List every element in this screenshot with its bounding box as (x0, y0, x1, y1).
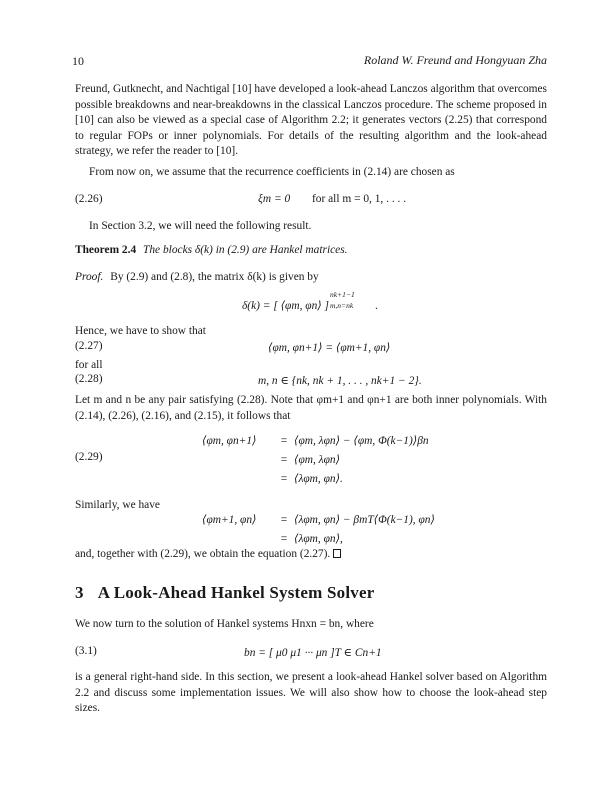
eq-sim-row-2: = ⟨λφm, φn⟩, (280, 533, 343, 545)
eq-2-26-label: (2.26) (75, 193, 103, 205)
theorem-label: Theorem 2.4 (75, 244, 137, 256)
together-sentence (75, 548, 341, 560)
section32-sentence: In Section 3.2, we will need the following result. (89, 220, 312, 232)
let-mn-paragraph: Let m and n be any pair satisfying (2.28). Note that φm+1 and φn+1 are both inner polynomials. With (2.14), (2.26), (2.16), and (2.15), it follows that (75, 394, 547, 422)
eq-2-29-label: (2.29) (75, 451, 103, 463)
proof-text: By (2.9) and (2.8), the matrix δ(k) is given by (110, 271, 319, 283)
proof-display-body: δ(k) = [ ⟨φm, φn⟩ ] (242, 300, 329, 312)
eq-2-28-body: m, n ∈ {nk, nk + 1, . . . , nk+1 − 2}. (258, 375, 422, 387)
eq-2-26-rhs: for all m = 0, 1, . . . . (312, 193, 407, 205)
eq-2-27-label: (2.27) (75, 340, 103, 352)
eq-2-29-row-2: = ⟨φm, λφn⟩ (280, 454, 341, 466)
proof-display-top: nk+1−1 (330, 290, 355, 299)
eq-2-26-lhs: ξm = 0 (258, 193, 291, 205)
theorem-2-4 (75, 244, 348, 256)
running-head: Roland W. Freund and Hongyuan Zha (363, 53, 547, 67)
eq-3-1-label: (3.1) (75, 645, 97, 657)
together-text: and, together with (2.29), we obtain the equation (2.27). (75, 548, 331, 560)
section-3-title: A Look-Ahead Hankel System Solver (97, 583, 375, 602)
closing-paragraph: is a general right-hand side. In this section, we present a look-ahead Hankel solver based on Algorithm 2.2 and discuss some implementation issues. We will also show how to choose the look-ahead step sizes. (75, 671, 547, 715)
theorem-statement: The blocks δ(k) in (2.9) are Hankel matrices. (143, 244, 348, 256)
eq-sim-row-1: ⟨φm+1, φn⟩ = ⟨λφm, φn⟩ − βmT⟨Φ(k−1), φn⟩ (202, 514, 435, 526)
turn-sentence: We now turn to the solution of Hankel systems Hnxn = bn, where (75, 618, 374, 630)
eq-2-28-label: (2.28) (75, 373, 103, 385)
proof-label: Proof. (75, 271, 104, 283)
hence-sentence: Hence, we have to show that (75, 325, 206, 337)
eq-2-29-rhs-3: ⟨λφm, φn⟩. (294, 473, 343, 485)
proof-display-range: m,n=nk (330, 301, 354, 310)
eq-2-29-row-1: ⟨φm, φn+1⟩ = ⟨φm, λφn⟩ − ⟨φm, Φ(k−1)⟩βn (202, 435, 429, 447)
qed-icon (333, 549, 341, 558)
eq-2-29-row-3: = ⟨λφm, φn⟩. (280, 473, 343, 485)
intro-paragraph: Freund, Gutknecht, and Nachtigal [10] have developed a look-ahead Lanczos algorithm that overcomes possible breakdowns and near-breakdowns in the classical Lanczos procedure. The scheme proposed in [10] can also be viewed as a special case of Algorithm 2.2; it generates vectors (2.25) that correspond to regular FOPs or inner polynomials. For details of the resulting algorithm and the look-ahead strategy, we refer the reader to [10]. (75, 83, 547, 158)
assumption-sentence: From now on, we assume that the recurrence coefficients in (2.14) are chosen as (89, 166, 455, 178)
eq-3-1-body: bn = [ μ0 μ1 ··· μn ]T ∈ Cn+1 (244, 647, 382, 659)
eq-2-29-rhs-2: ⟨φm, λφn⟩ (294, 454, 341, 466)
eq-2-29-rhs-1: ⟨φm, λφn⟩ − ⟨φm, Φ(k−1)⟩βn (294, 435, 429, 447)
forall-text: for all (75, 359, 103, 371)
eq-2-29-lhs: ⟨φm, φn+1⟩ (202, 435, 257, 447)
section-3-heading (75, 583, 374, 603)
proof-intro (75, 271, 319, 283)
eq-2-27-body: ⟨φm, φn+1⟩ = ⟨φm+1, φn⟩ (268, 342, 391, 354)
eq-sim-rhs-2: ⟨λφm, φn⟩, (294, 533, 343, 545)
proof-display: δ(k) = [ ⟨φm, φn⟩ ] nk+1−1 m,n=nk . (242, 290, 378, 312)
similarly-sentence: Similarly, we have (75, 499, 160, 511)
page-number: 10 (72, 54, 84, 68)
eq-sim-lhs: ⟨φm+1, φn⟩ (202, 514, 257, 526)
eq-sim-rhs-1: ⟨λφm, φn⟩ − βmT⟨Φ(k−1), φn⟩ (294, 514, 435, 526)
section-3-number: 3 (75, 583, 84, 602)
